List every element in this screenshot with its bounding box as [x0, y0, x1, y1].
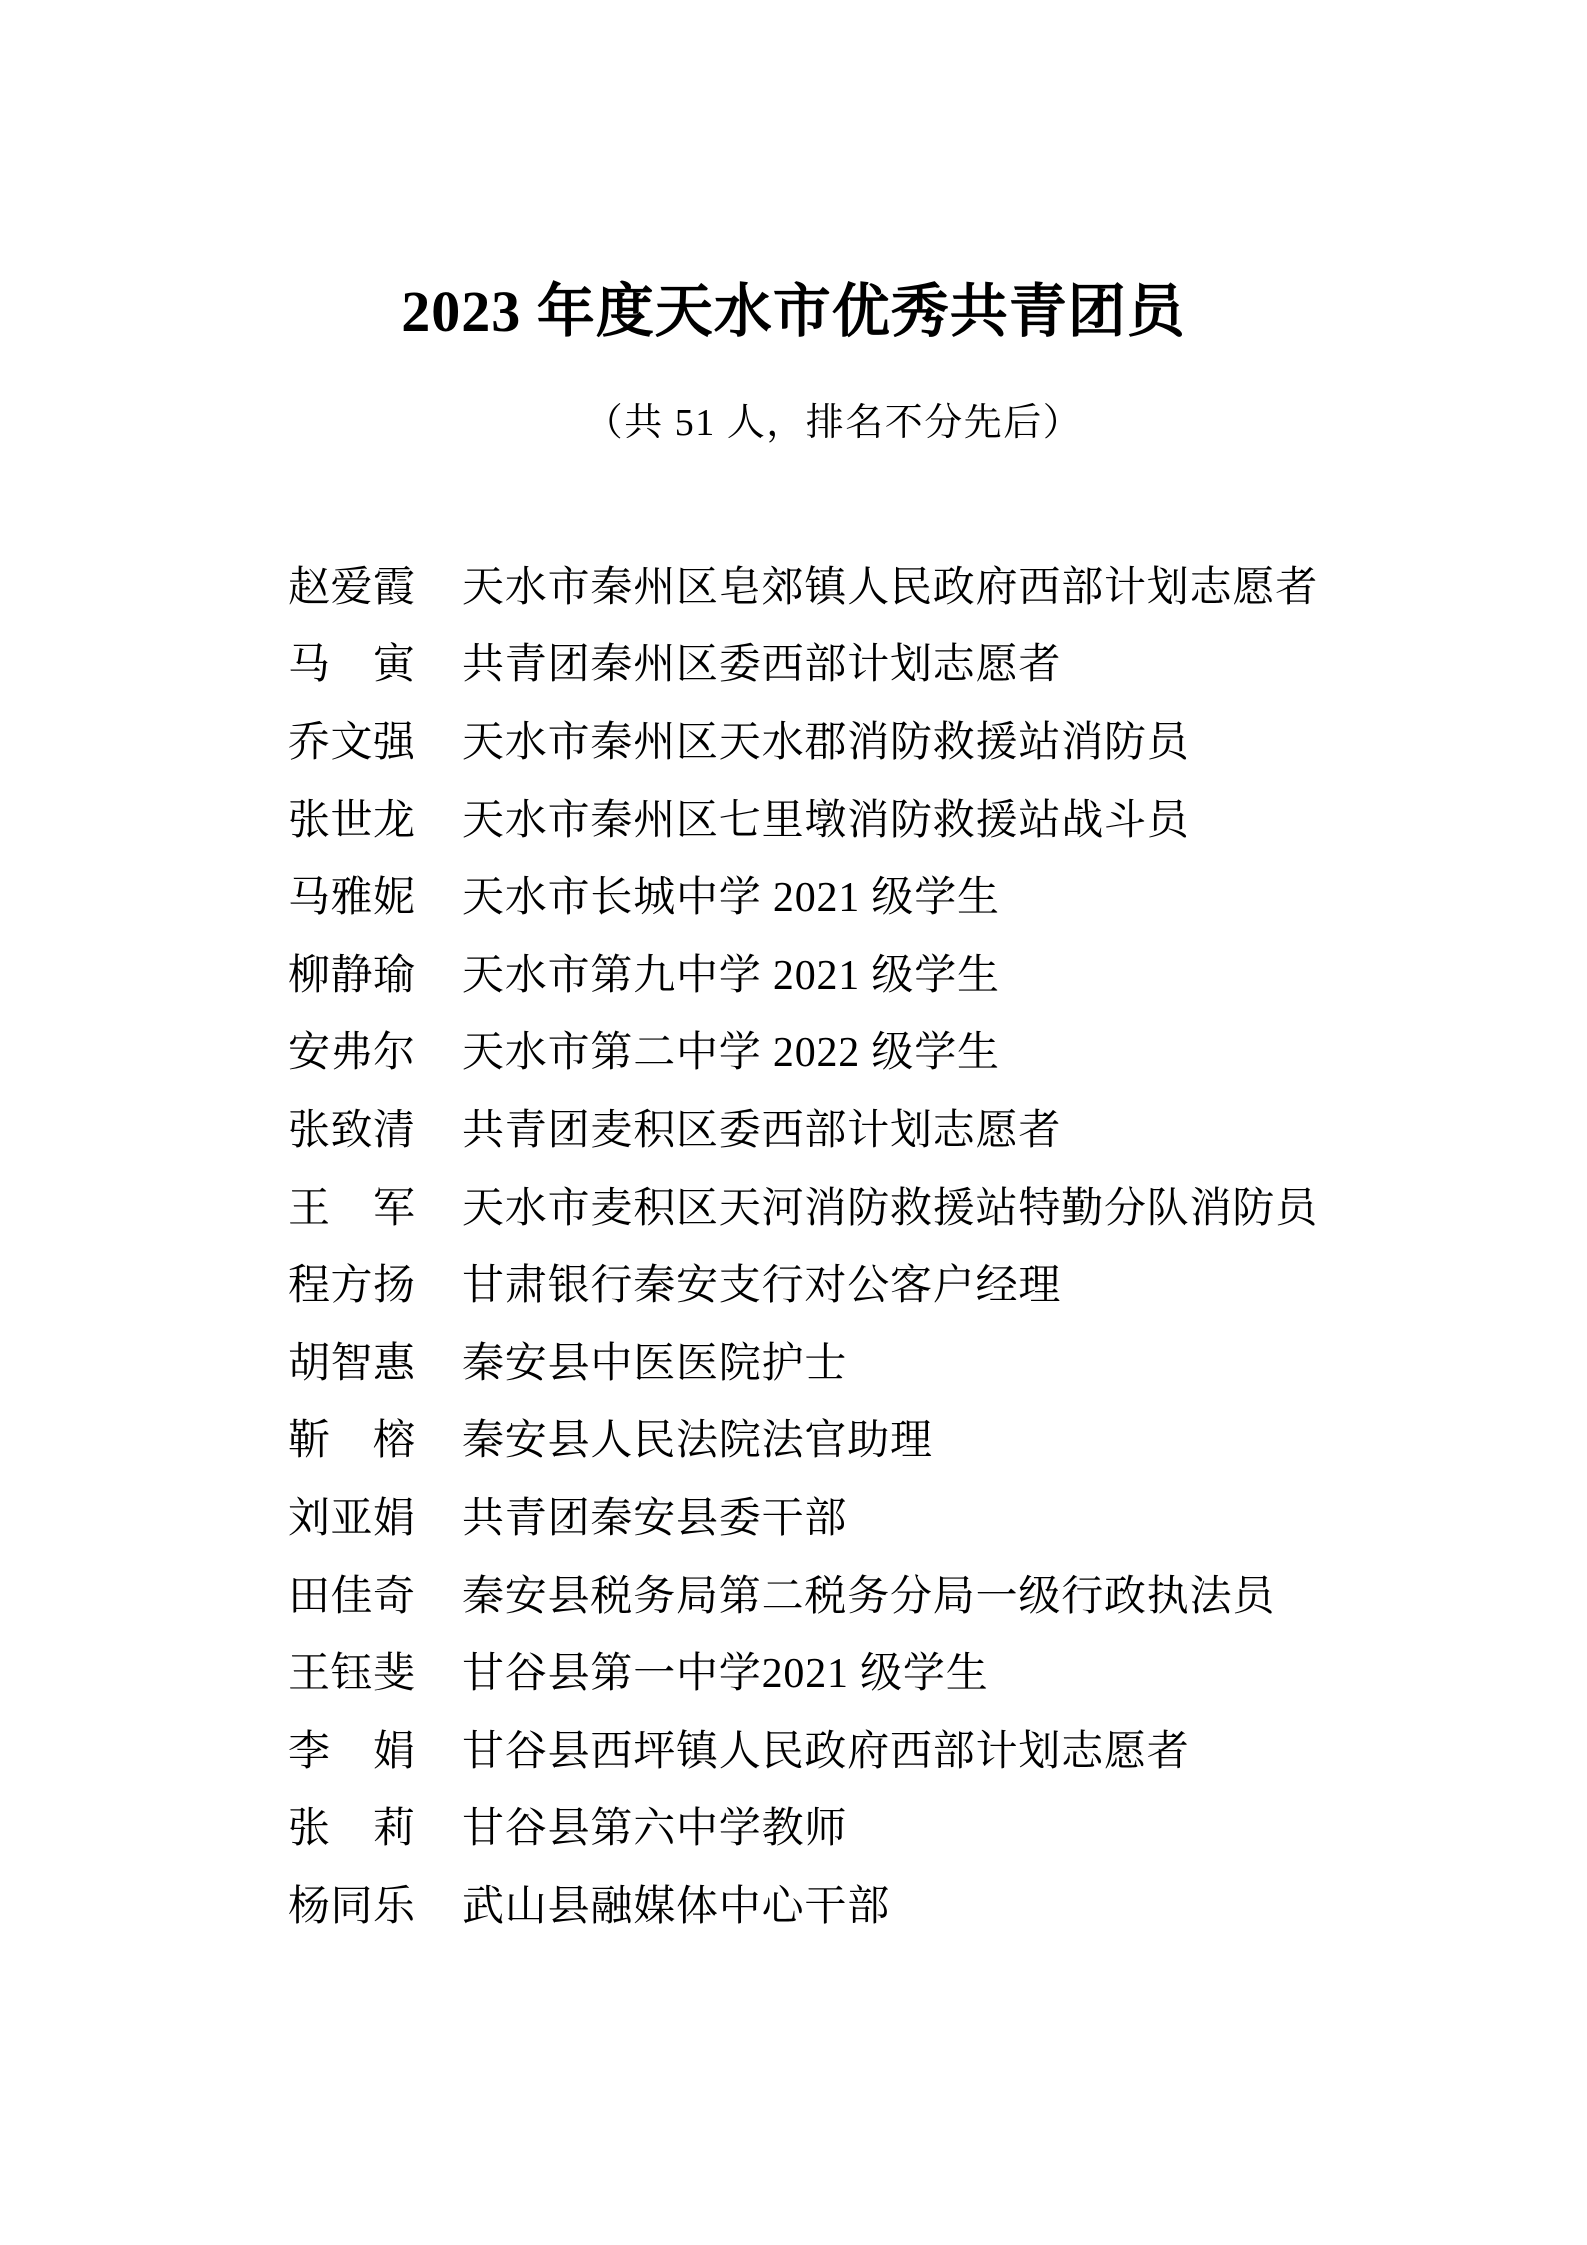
- member-affiliation: 甘谷县第六中学教师: [462, 1806, 848, 1853]
- subtitle-row: [0, 399, 1587, 447]
- member-affiliation: 天水市秦州区皂郊镇人民政府西部计划志愿者: [462, 564, 1319, 611]
- member-name: 乔文强: [288, 719, 416, 766]
- member-affiliation: 天水市秦州区七里墩消防救援站战斗员: [462, 797, 1190, 844]
- member-affiliation: 天水市麦积区天河消防救援站特勤分队消防员: [462, 1185, 1319, 1232]
- member-affiliation: 天水市第二中学 2022 级学生: [462, 1030, 1000, 1077]
- document-title: 2023 年度天水市优秀共青团员: [401, 279, 1186, 344]
- member-row: [288, 1166, 1587, 1244]
- member-row: [288, 855, 1587, 933]
- member-row: [288, 1321, 1587, 1399]
- member-name: 马雅妮: [288, 875, 416, 922]
- member-affiliation: 天水市秦州区天水郡消防救援站消防员: [462, 719, 1190, 766]
- member-row: [288, 700, 1587, 778]
- member-name: 程方扬: [288, 1263, 416, 1310]
- member-row: [288, 1554, 1587, 1632]
- member-affiliation: 秦安县税务局第二税务分局一级行政执法员: [462, 1573, 1276, 1620]
- member-name: 杨同乐: [288, 1883, 416, 1930]
- member-row: [288, 1709, 1587, 1787]
- member-affiliation: 武山县融媒体中心干部: [462, 1883, 891, 1930]
- member-row: [288, 1011, 1587, 1089]
- member-row: [288, 545, 1587, 623]
- member-name: 赵爱霞: [288, 564, 416, 611]
- member-affiliation: 共青团秦州区委西部计划志愿者: [462, 642, 1062, 689]
- member-row: [288, 623, 1587, 701]
- member-name: 马 寅: [288, 642, 416, 689]
- member-name: 张 莉: [288, 1806, 416, 1853]
- member-name: 柳静瑜: [288, 952, 416, 999]
- member-name: 安弗尔: [288, 1030, 416, 1077]
- member-affiliation: 甘谷县西坪镇人民政府西部计划志愿者: [462, 1728, 1190, 1775]
- member-name: 张致清: [288, 1107, 416, 1154]
- member-affiliation: 秦安县人民法院法官助理: [462, 1418, 933, 1465]
- member-list: [288, 545, 1587, 1942]
- member-row: [288, 1476, 1587, 1554]
- member-row: [288, 1088, 1587, 1166]
- member-name: 田佳奇: [288, 1573, 416, 1620]
- member-affiliation: 共青团秦安县委干部: [462, 1495, 848, 1542]
- member-affiliation: 天水市长城中学 2021 级学生: [462, 875, 1000, 922]
- member-name: 李 娟: [288, 1728, 416, 1775]
- member-name: 靳 榕: [288, 1418, 416, 1465]
- member-row: [288, 1399, 1587, 1477]
- member-row: [288, 1864, 1587, 1942]
- member-name: 王 军: [288, 1185, 416, 1232]
- member-affiliation: 甘谷县第一中学2021 级学生: [462, 1651, 989, 1698]
- member-name: 胡智惠: [288, 1340, 416, 1387]
- member-name: 刘亚娟: [288, 1495, 416, 1542]
- member-affiliation: 天水市第九中学 2021 级学生: [462, 952, 1000, 999]
- member-affiliation: 甘肃银行秦安支行对公客户经理: [462, 1263, 1062, 1310]
- member-row: [288, 1631, 1587, 1709]
- member-affiliation: 共青团麦积区委西部计划志愿者: [462, 1107, 1062, 1154]
- member-affiliation: 秦安县中医医院护士: [462, 1340, 848, 1387]
- member-row: [288, 1243, 1587, 1321]
- member-row: [288, 778, 1587, 856]
- member-row: [288, 933, 1587, 1011]
- member-row: [288, 1787, 1587, 1865]
- document-subtitle: （共 51 人，排名不分先后）: [584, 402, 1083, 444]
- member-name: 张世龙: [288, 797, 416, 844]
- member-name: 王钰斐: [288, 1651, 416, 1698]
